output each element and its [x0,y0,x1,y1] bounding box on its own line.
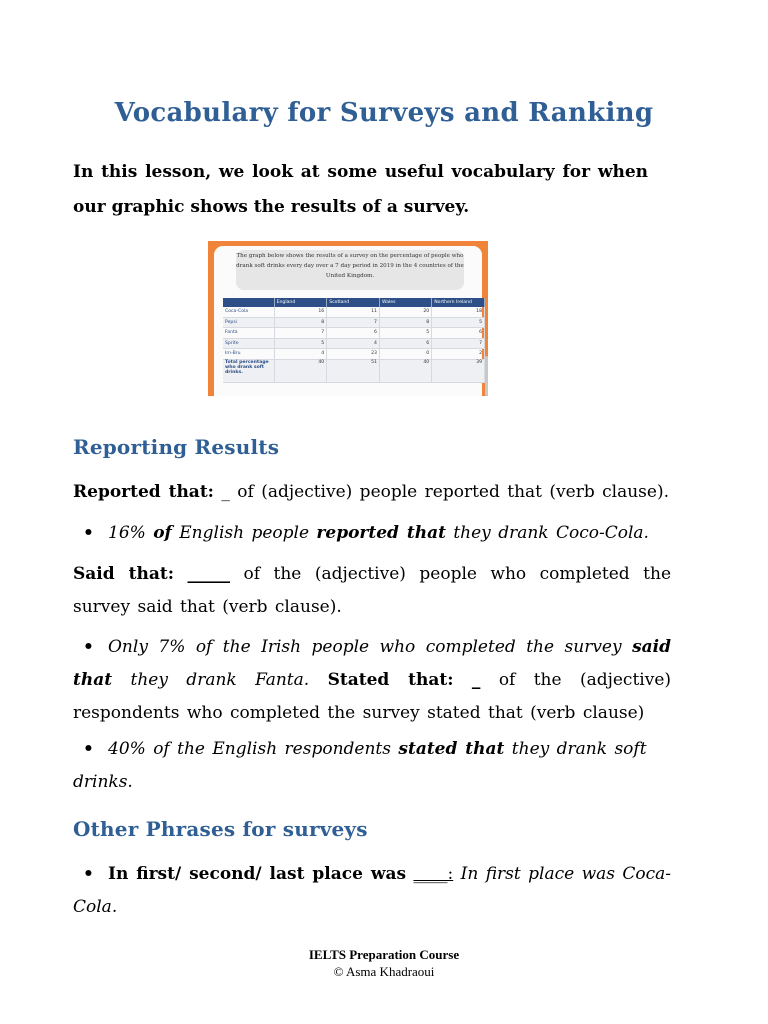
table-header-row [223,298,485,307]
table-cell: 7 [432,338,485,349]
table-row [223,317,485,328]
example-text: they drank soft drinks. [73,739,647,792]
table-cell: 7 [274,328,327,339]
table-header-cell: England [274,298,327,307]
table-cell: 5 [274,338,327,349]
example-emphasis: stated that [398,739,505,759]
table-cell: 20 [379,307,431,317]
bullet-dot: • [83,523,94,543]
example-emphasis: reported that [316,523,446,543]
table-cell: 7 [327,317,380,328]
example-text: Only 7% of the Irish people who completed the survey [108,637,622,657]
example-text: they drank Coco-Cola. [453,523,649,543]
table-row [223,349,485,360]
said-that-paragraph [73,558,671,624]
table-total-row [223,359,485,382]
table-header-cell: Northern Ireland [432,298,485,307]
term-label: Said that: [73,564,174,584]
example-emphasis: said that [73,637,671,690]
example-emphasis: of [153,523,172,543]
table-cell: Total percentage who drank soft drinks. [223,359,274,382]
figure-scrollbar [485,356,488,396]
blank: _ [221,482,230,502]
survey-table [223,298,485,383]
bullet-dot: • [83,637,94,657]
table-cell: Coca-Cola [223,307,274,317]
table-cell: 23 [327,349,380,360]
page-footer [0,946,768,980]
table-cell: 0 [379,349,431,360]
table-cell: Irn-Bru [223,349,274,360]
table-cell: 4 [327,338,380,349]
table-cell: Fanta [223,328,274,339]
table-cell: 8 [274,317,327,328]
table-cell: 5 [379,328,431,339]
survey-figure [208,241,488,396]
table-cell: Pepsi [223,317,274,328]
table-row [223,307,485,317]
blank: _____ [187,564,230,584]
section-heading-reporting: Reporting Results [73,435,280,459]
figure-panel [214,246,482,396]
table-cell: 11 [327,307,380,317]
table-cell: 4 [274,349,327,360]
table-cell: 6 [432,328,485,339]
example-text: 16% [108,523,146,543]
table-cell: 40 [274,359,327,382]
phrase-bullet-1 [73,858,671,924]
table-cell: 6 [379,338,431,349]
bullet-dot: • [83,739,94,759]
example-bullet-3 [73,733,671,799]
blank: ____: [413,864,454,884]
footer-course: IELTS Preparation Course [308,947,460,962]
term-label: Stated that: [327,670,454,690]
reported-that-paragraph [73,476,671,509]
example-text: In first place was Coca-Cola. [73,864,672,917]
table-cell: 5 [432,317,485,328]
example-text: 40% of the English respondents [108,739,391,759]
table-cell: 8 [379,317,431,328]
table-row [223,338,485,349]
definition-text: of the (adjective) people who completed the survey said that (verb clause). [73,564,672,617]
example-text: English people [179,523,310,543]
example-bullet-1 [73,517,671,550]
example-text: they drank Fanta. [130,670,310,690]
definition-text: of (adjective) people reported that (verb clause). [237,482,669,502]
phrase-label: In first/ second/ last place was [108,864,407,884]
section-heading-other: Other Phrases for surveys [73,817,368,841]
table-cell: 51 [327,359,380,382]
page-title: Vocabulary for Surveys and Ranking [114,98,654,128]
footer-copyright: © Asma Khadraoui [333,964,435,979]
table-cell: 6 [327,328,380,339]
blank: _ [471,670,481,690]
table-cell: 39 [432,359,485,382]
table-header-cell: Wales [379,298,431,307]
table-cell: 2 [432,349,485,360]
table-cell: 16 [274,307,327,317]
table-cell: 40 [379,359,431,382]
definition-text: of the (adjective) respondents who completed the survey stated that (verb clause) [73,670,672,723]
table-header-cell [223,298,274,307]
term-label: Reported that: [73,482,214,502]
intro-paragraph: In this lesson, we look at some useful vocabulary for when our graphic shows the results of a survey. [73,162,648,217]
table-cell: Sprite [223,338,274,349]
bullet-dot: • [83,864,94,884]
table-cell: 18 [432,307,485,317]
table-header-cell: Scotland [327,298,380,307]
table-row [223,328,485,339]
figure-caption: The graph below shows the results of a survey on the percentage of people who drank soft drinks every day over a 7 day period in 2019 in the 4 countries of the United Kingdom. [236,250,464,290]
example-bullet-2 [73,631,671,730]
